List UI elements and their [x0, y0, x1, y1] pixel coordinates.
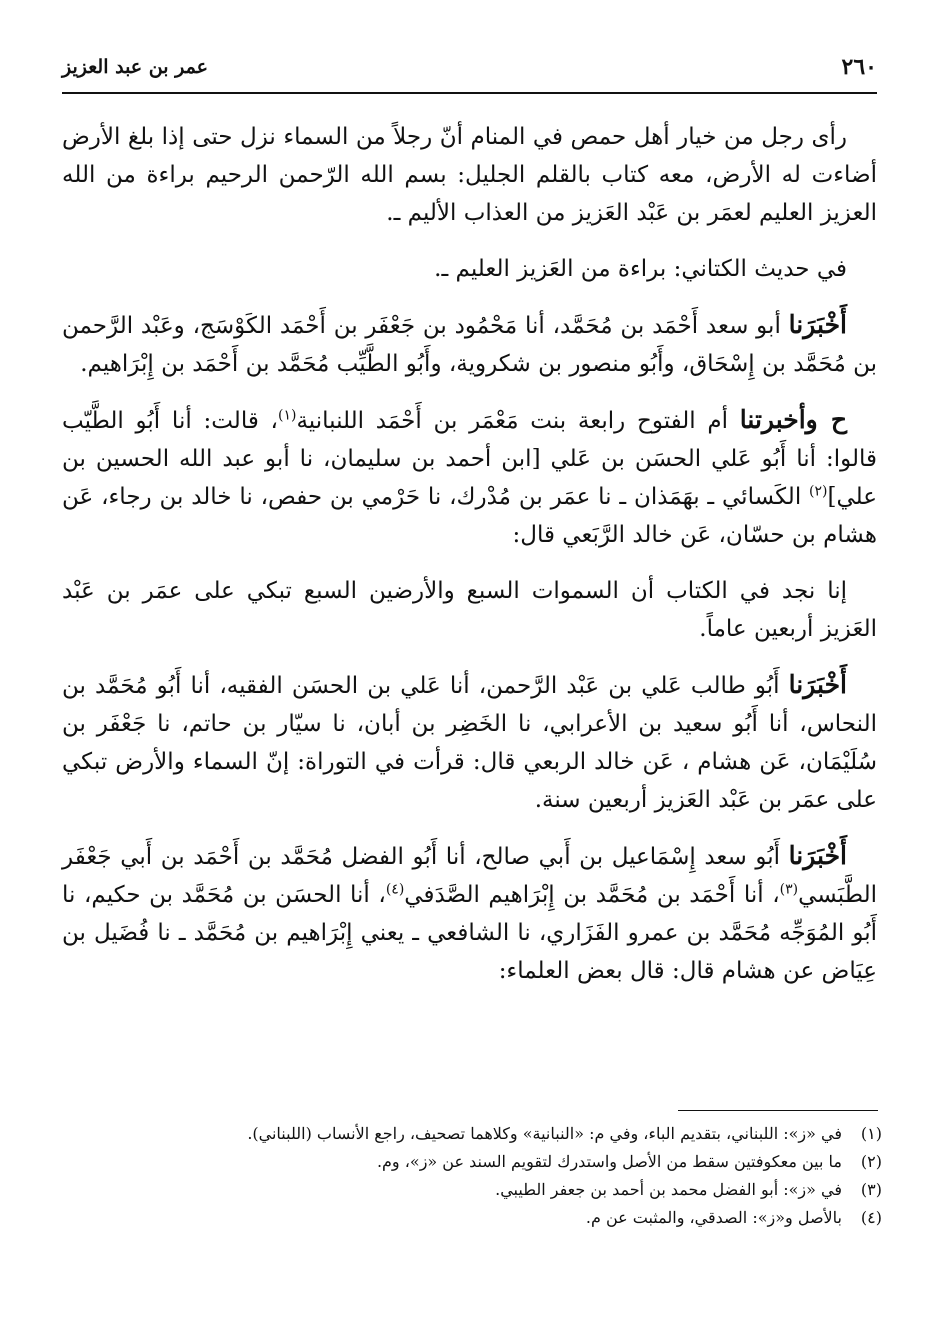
- isnad-lead-word: أَخْبَرَنا: [788, 310, 847, 339]
- page-number: ٢٦٠: [841, 54, 877, 80]
- isnad-lead-word: أَخْبَرَنا: [788, 841, 847, 870]
- paragraph-kattani-variant: [62, 250, 877, 288]
- footnote-item: [62, 1204, 882, 1232]
- footnote-ref[interactable]: (١): [277, 407, 297, 424]
- paragraph-text: أَبُو طالب عَلي بن عَبْد الرَّحمن، أنا عَلي بن الحسَن الفقيه، أنا أَبُو مُحَمَّد بن النحاس، أنا أَبُو سعيد بن الأعرابي، نا الخَضِر بن أبان، نا سيّار بن حاتم، نا جَعْفَر بن سُلَيْمَان، عَن هشام ، عَن خالد الربعي قال: قرأت في التوراة: إنّ السماء والأرض تبكي على عمَر بن عَبْد العَزيز أربعين سنة.: [62, 673, 877, 813]
- isnad-lead-word: أَخْبَرَنا: [788, 670, 847, 699]
- paragraph-isnad-3: [62, 666, 877, 819]
- footnote-text: ما بين معكوفتين سقط من الأصل واستدرك لتقويم السند عن «ز»، وم.: [376, 1152, 842, 1171]
- page-header: [62, 52, 877, 94]
- paragraph-text: أَبُو سعد إِسْمَاعيل بن أَبي صالح، أنا أَبُو الفضل مُحَمَّد بن أَحْمَد بن أَبي جَعْفَر الطَّبَسي: [62, 844, 877, 908]
- footnote-ref[interactable]: (٤): [385, 881, 405, 898]
- paragraph-dream-narration: [62, 118, 877, 232]
- paragraph-text: ، أنا الحسَن بن مُحَمَّد بن حكيم، نا أَبُو المُوَجِّه مُحَمَّد بن عمرو الفَزَاري، نا الشافعي ـ يعني إِبْرَاهيم بن مُحَمَّد ـ نا فُضَيل بن عِيَاض عن هشام قال: قال بعض العلماء:: [62, 882, 877, 984]
- paragraph-text: رأى رجل من خيار أهل حمص في المنام أنّ رجلاً من السماء نزل حتى إذا بلغ الأرض أضاءت له الأرض، معه كتاب بالقلم الجليل: بسم الله الرّحمن الرحيم براءة من الله العزيز العليم لعمَر بن عَبْد العَزيز من العذاب الأليم ـ.: [62, 124, 877, 226]
- isnad-lead-word: ح وأخبرتنا: [739, 405, 847, 434]
- paragraph-text: أبو سعد أَحْمَد بن مُحَمَّد، أنا مَحْمُود بن جَعْفَر بن أَحْمَد الكَوْسَج، وعَبْد الرَّحمن بن مُحَمَّد بن إِسْحَاق، وأَبُو منصور بن شكروية، وأَبُو الطَّيِّب مُحَمَّد بن أَحْمَد بن إِبْرَاهيم.: [62, 313, 877, 377]
- paragraph-isnad-2: [62, 401, 877, 554]
- paragraph-text: ، قالت: أنا أَبُو الطَّيّب قالوا: أنا أَبُو عَلي الحسَن بن عَلي [ابن أحمد بن سليمان، نا أبو عبد الله الحسين بن علي]: [62, 408, 877, 510]
- paragraph-matn-1: [62, 572, 877, 648]
- footnote-number: (١): [860, 1124, 882, 1143]
- footnote-item: [62, 1176, 882, 1204]
- paragraph-text: ، أنا أَحْمَد بن مُحَمَّد بن إِبْرَاهيم الصَّدَفي: [404, 882, 780, 908]
- footnote-number: (٢): [860, 1152, 882, 1171]
- paragraph-text: إنا نجد في الكتاب أن السموات السبع والأرضين السبع تبكي على عمَر بن عَبْد العَزيز أربعين عاماً.: [62, 578, 877, 642]
- footnote-number: (٤): [860, 1208, 882, 1227]
- paragraph-isnad-1: [62, 306, 877, 383]
- footnote-text: بالأصل و«ز»: الصدقي، والمثبت عن م.: [585, 1208, 842, 1227]
- footnote-ref[interactable]: (٣): [779, 881, 799, 898]
- main-text: [62, 118, 877, 1008]
- footnotes: [62, 1120, 882, 1232]
- paragraph-text: الكَسائي ـ بهَمَذان ـ نا عمَر بن مُدْرك، نا حَرْمي بن حفص، نا خالد بن رجاء، عَن هشام بن حسّان، عَن خالد الرَّبَعي قال:: [62, 484, 877, 548]
- footnote-text: في «ز»: أبو الفضل محمد بن أحمد بن جعفر الطيبي.: [495, 1180, 842, 1199]
- footnote-item: [62, 1148, 882, 1176]
- footnote-text: في «ز»: اللبناني، بتقديم الباء، وفي م: «النبانية» وكلاهما تصحيف، راجع الأنساب (اللبناني).: [247, 1124, 842, 1143]
- footnote-item: [62, 1120, 882, 1148]
- footnote-number: (٣): [860, 1180, 882, 1199]
- paragraph-isnad-4: [62, 837, 877, 990]
- footnote-separator: [678, 1110, 878, 1111]
- paragraph-text: في حديث الكتاني: براءة من العَزيز العليم ـ.: [434, 256, 847, 282]
- footnote-ref[interactable]: (٢): [809, 483, 828, 500]
- running-title: عمر بن عبد العزيز: [62, 56, 208, 78]
- paragraph-text: أم الفتوح رابعة بنت مَعْمَر بن أَحْمَد اللنبانية: [296, 408, 740, 434]
